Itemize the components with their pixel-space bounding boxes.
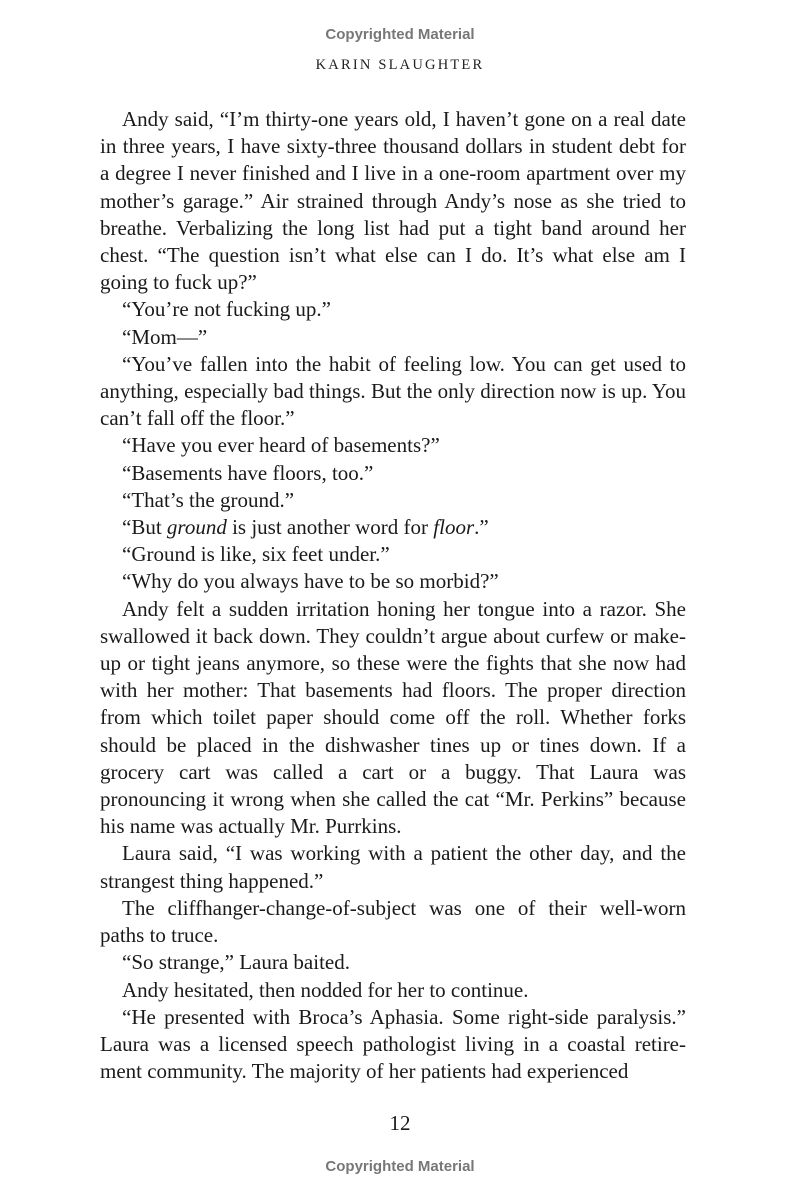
paragraph: “Basements have floors, too.” xyxy=(122,460,374,485)
copyright-notice-top: Copyrighted Material xyxy=(325,26,475,43)
paragraph: “Have you ever heard of basements?” xyxy=(122,433,440,458)
running-header-author: KARIN SLAUGHTER xyxy=(315,57,485,73)
text-run: “But xyxy=(122,515,167,540)
text-run: is just another word for xyxy=(226,515,434,540)
italic-word-floor: floor xyxy=(433,515,475,540)
text-body xyxy=(100,106,686,1085)
paragraph: The cliffhanger-change-of-subject was one of their well-worn paths to truce. xyxy=(100,895,686,948)
paragraph: Laura said, “I was working with a patient the other day, and the strangest thing happened.” xyxy=(100,841,686,893)
paragraph-italic-words xyxy=(100,514,686,541)
copyright-notice-bottom: Copyrighted Material xyxy=(325,1158,475,1175)
page-number: 12 xyxy=(389,1111,411,1135)
text-run: .” xyxy=(474,515,489,540)
paragraph: “You’ve fallen into the habit of feeling low. You can get used to anything, especially bad things. But the only direction now is up. You can’t fall off the floor.” xyxy=(100,351,686,431)
paragraph: “Ground is like, six feet under.” xyxy=(122,542,390,567)
paragraph: “He presented with Broca’s Aphasia. Some right-side paralysis.” Laura was a licensed speech pathologist living in a coastal retire-ment community. The majority of her patients had experienced xyxy=(100,1004,686,1084)
paragraph: Andy hesitated, then nodded for her to continue. xyxy=(122,977,529,1002)
paragraph: Andy felt a sudden irritation honing her tongue into a razor. She swallowed it back down. They couldn’t argue about curfew or make-up or tight jeans anymore, so these were the fights that she now had with her mother: That basements had floors. The proper direction from which toilet paper should come off the roll. Whether forks should be placed in the dishwasher tines up or tines down. If a grocery cart was called a cart or a buggy. That Laura was pronouncing it wrong when she called the cat “Mr. Perkins” because his name was actually Mr. Purrkins. xyxy=(100,596,686,839)
italic-word-ground: ground xyxy=(166,515,227,540)
paragraph: “That’s the ground.” xyxy=(122,487,295,512)
paragraph: “So strange,” Laura baited. xyxy=(122,950,350,975)
paragraph: “Why do you always have to be so morbid?” xyxy=(122,569,499,594)
paragraph: “Mom—” xyxy=(122,324,208,349)
paragraph: “You’re not fucking up.” xyxy=(122,297,331,322)
paragraph: Andy said, “I’m thirty-one years old, I haven’t gone on a real date in three years, I have sixty-three thousand dollars in student debt for a degree I never finished and I live in a one-room apartment over my mother’s garage.” Air strained through Andy’s nose as she tried to breathe. Verbalizing the long list had put a tight band around her chest. “The question isn’t what else can I do. It’s what else am I going to fuck up?” xyxy=(100,107,686,295)
